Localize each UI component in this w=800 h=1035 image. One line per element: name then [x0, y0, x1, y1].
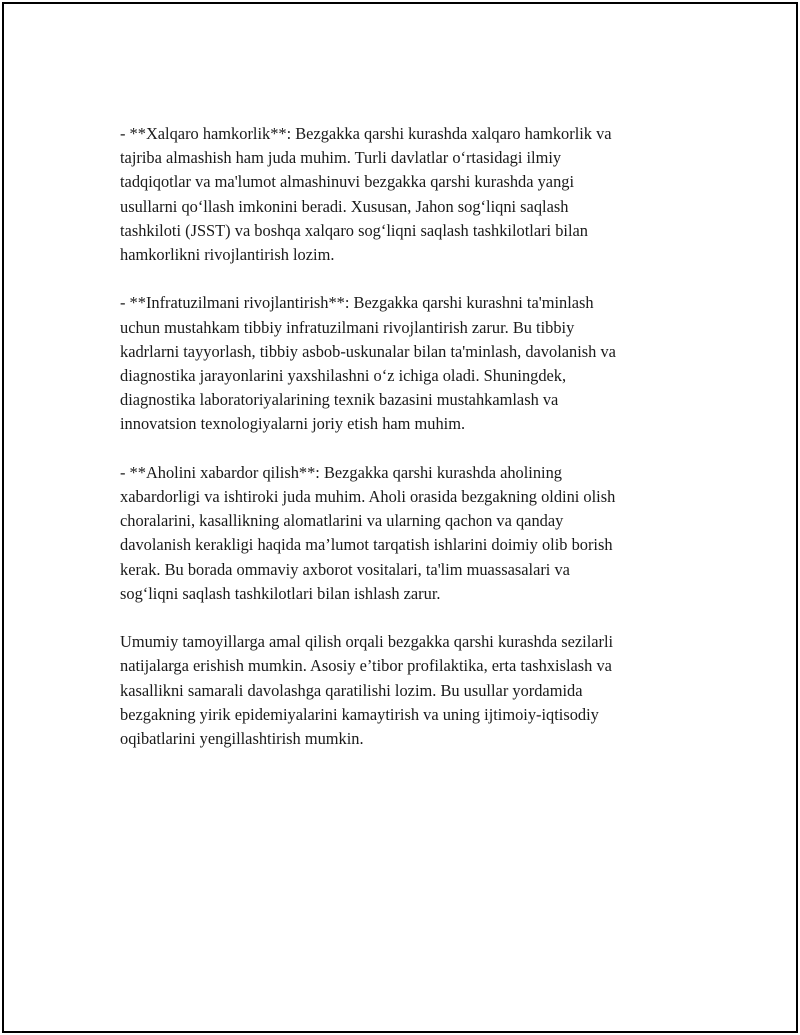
- document-body: [120, 122, 700, 775]
- paragraph-international-cooperation: - **Xalqaro hamkorlik**: Bezgakka qarshi kurashda xalqaro hamkorlik va tajriba almashish ham juda muhim. Turli davlatlar o‘rtasidagi ilmiy tadqiqotlar va ma'lumot almashinuvi bezgakka qarshi kurashda yangi usullarni qo‘llash imkonini beradi. Xususan, Jahon sog‘liqni saqlash tashkiloti (JSST) va boshqa xalqaro sog‘liqni saqlash tashkilotlari bilan hamkorlikni rivojlantirish lozim.: [120, 124, 612, 265]
- paragraph-public-awareness: - **Aholini xabardor qilish**: Bezgakka qarshi kurashda aholining xabardorligi va ishtiroki juda muhim. Aholi orasida bezgakning oldini olish choralarini, kasallikning alomatlarini va ularning qachon va qanday davolanish kerakligi haqida ma’lumot tarqatish ishlarini doimiy olib borish kerak. Bu borada ommaviy axborot vositalari, ta'lim muassasalari va sog‘liqni saqlash tashkilotlari bilan ishlash zarur.: [120, 462, 616, 603]
- page-frame: [2, 2, 798, 1033]
- paragraph-infrastructure-development: - **Infratuzilmani rivojlantirish**: Bezgakka qarshi kurashni ta'minlash uchun mustahkam tibbiy infratuzilmani rivojlantirish zarur. Bu tibbiy kadrlarni tayyorlash, tibbiy asbob-uskunalar bilan ta'minlash, davolanish va diagnostika jarayonlarini yaxshilashni o‘z ichiga oladi. Shuningdek, diagnostika laboratoriyalarining texnik bazasini mustahkamlash va innovatsion texnologiyalarni joriy etish ham muhim.: [120, 293, 616, 434]
- paragraph-conclusion: Umumiy tamoyillarga amal qilish orqali bezgakka qarshi kurashda sezilarli natijalarga erishish mumkin. Asosiy e’tibor profilaktika, erta tashxislash va kasallikni samarali davolashga qaratilishi lozim. Bu usullar yordamida bezgakning yirik epidemiyalarini kamaytirish va uning ijtimoiy-iqtisodiy oqibatlarini yengillashtirish mumkin.: [120, 632, 614, 749]
